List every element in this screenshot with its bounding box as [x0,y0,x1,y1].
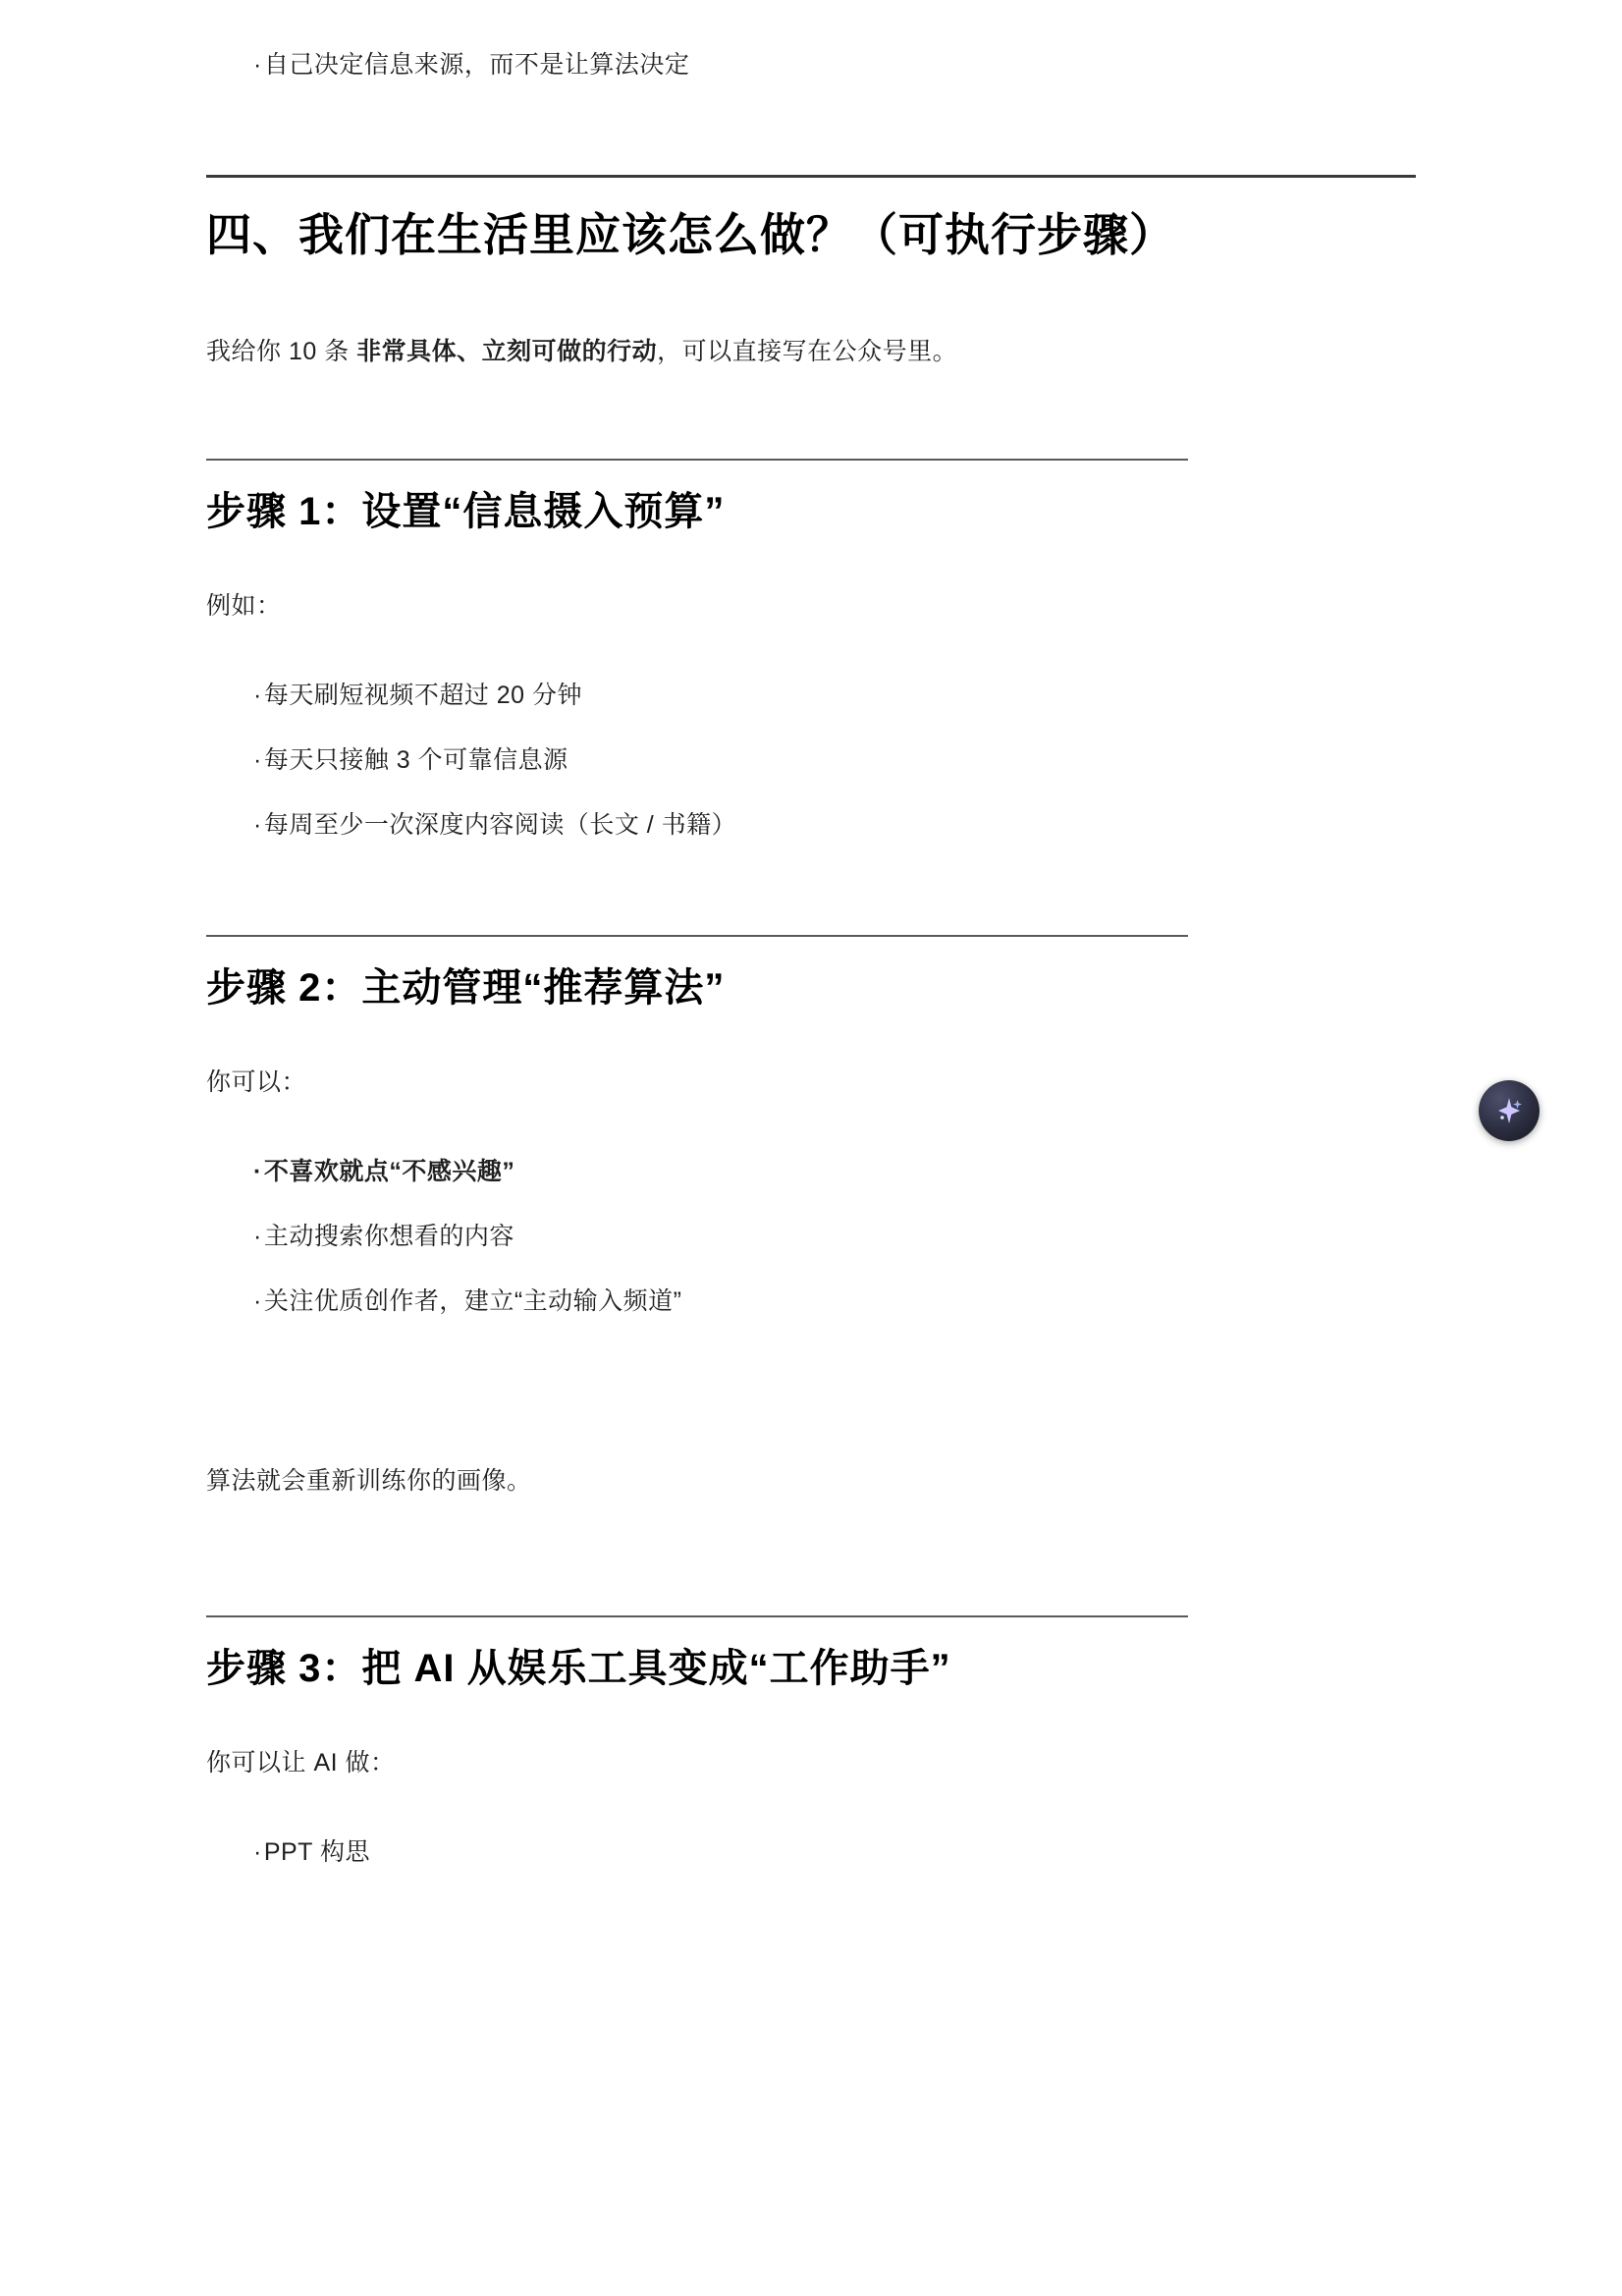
list-item-text: 自己决定信息来源，而不是让算法决定 [263,51,690,79]
list-item-text: 每天只接触 3 个可靠信息源 [263,746,568,774]
section-intro-before: 我给你 10 条 [206,338,357,365]
bullet-dot: · [253,746,262,774]
bullet-dot: · [253,1223,262,1250]
list-item-text: 不喜欢就点“不感兴趣” [263,1158,515,1185]
list-item-text: 每天刷短视频不超过 20 分钟 [263,682,583,709]
section-intro-bold: 非常具体、立刻可做的行动 [356,338,658,365]
list-item [206,1832,1416,1872]
list-item [206,1217,1416,1256]
sparkle-icon [1492,1094,1526,1127]
list-item-text: PPT 构思 [263,1838,370,1866]
step-3-lead: 你可以让 AI 做： [206,1749,396,1777]
list-item-text: 关注优质创作者，建立“主动输入频道” [263,1287,682,1315]
ai-assistant-button[interactable] [1479,1080,1540,1141]
step-3-heading: 步骤 3：把 AI 从娱乐工具变成“工作助手” [206,1615,1188,1693]
step-2-lead: 你可以： [206,1068,307,1096]
section-heading: 四、我们在生活里应该怎么做？（可执行步骤） [206,175,1416,264]
step-2-closing: 算法就会重新训练你的画像。 [206,1467,532,1495]
step-2-heading: 步骤 2：主动管理“推荐算法” [206,935,1188,1012]
list-item-text: 每周至少一次深度内容阅读（长文 / 书籍） [263,811,737,839]
list-item [206,676,1416,715]
bullet-dot: · [253,682,262,709]
list-item [206,1282,1416,1321]
section-intro-after: ，可以直接写在公众号里。 [657,338,958,365]
list-item [206,805,1416,845]
section-intro [206,332,1416,371]
bullet-dot: · [253,1287,262,1315]
bullet-dot: · [253,1158,262,1185]
bullet-dot: · [253,1838,262,1866]
step-1-heading: 步骤 1：设置“信息摄入预算” [206,459,1188,536]
list-item [206,0,1416,84]
list-item-text: 主动搜索你想看的内容 [263,1223,514,1250]
list-item [206,740,1416,780]
list-item [206,1152,1416,1191]
step-1-lead: 例如： [206,592,282,620]
bullet-dot: · [253,811,262,839]
bullet-dot: · [253,51,262,79]
